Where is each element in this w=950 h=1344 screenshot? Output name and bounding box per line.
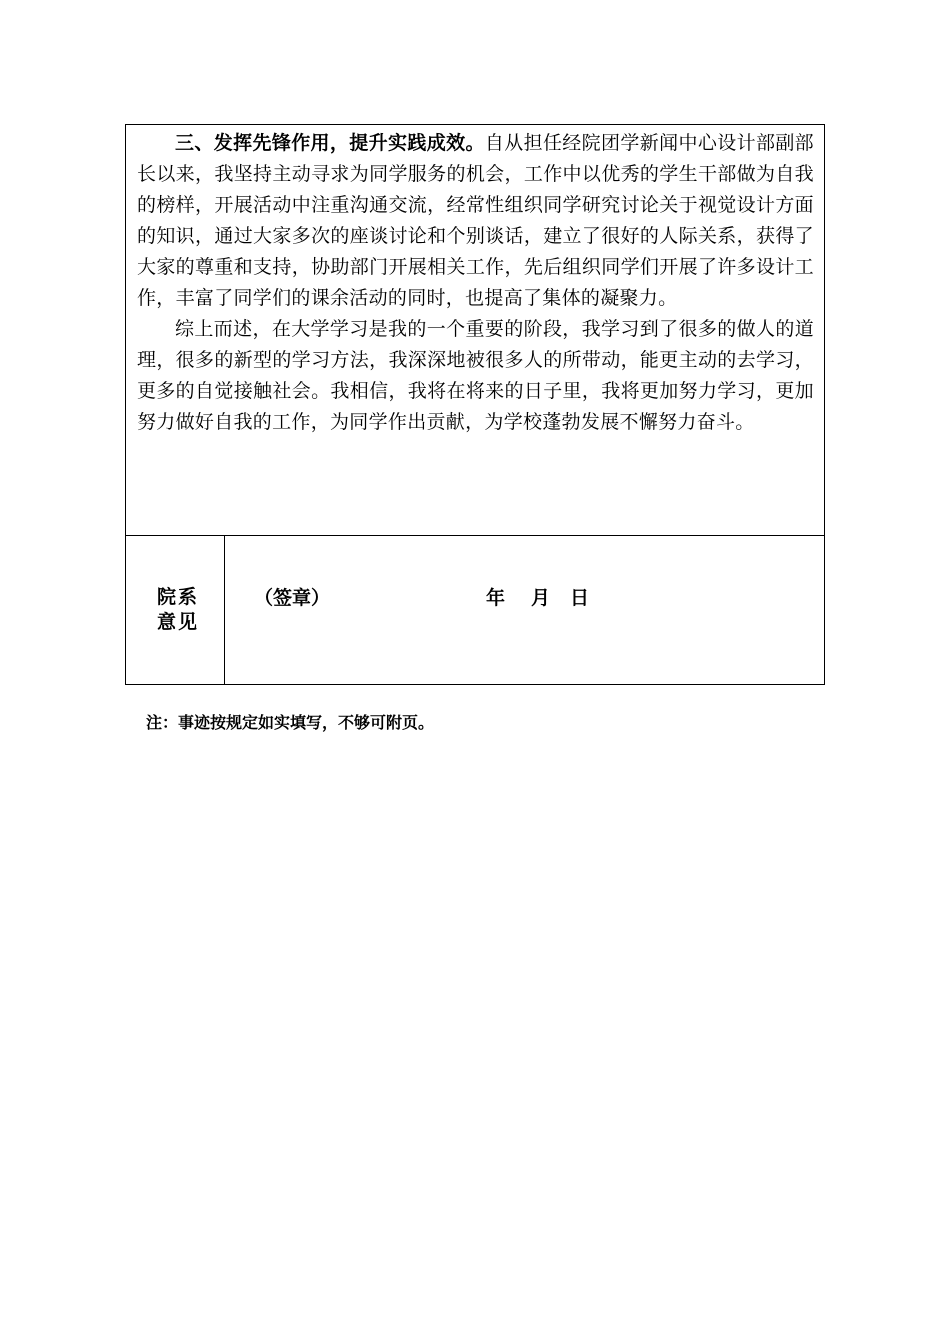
department-opinion-label <box>153 585 203 635</box>
footnote: 注：事迹按规定如实填写，不够可附页。 <box>146 713 435 732</box>
paragraph-summary: 综上而述，在大学学习是我的一个重要的阶段，我学习到了很多的做人的道理，很多的新型的学习方法，我深深地被很多人的所带动，能更主动的去学习，更多的自觉接触社会。我相信，我将在将来的日子里，我将更加努力学习，更加努力做好自我的工作，为同学作出贡献，为学校蓬勃发展不懈努力奋斗。 <box>137 318 814 433</box>
date-month-label: 月 <box>531 587 551 609</box>
label-line-1: 院系 <box>156 586 199 608</box>
content-cell <box>126 125 824 536</box>
form-table <box>125 124 825 685</box>
paragraph-heading: 三、发挥先锋作用，提升实践成效。 <box>175 132 485 154</box>
signature-stamp-label: （签章） <box>254 587 331 609</box>
label-line-2: 意见 <box>156 611 199 633</box>
date-day-label: 日 <box>570 587 590 609</box>
paragraph-body: 自从担任经院团学新闻中心设计部副部长以来，我坚持主动寻求为同学服务的机会，工作中以优秀的学生干部做为自我的榜样，开展活动中注重沟通交流，经常性组织同学研究讨论关于视觉设计方面的知识，通过大家多次的座谈讨论和个别谈话，建立了很好的人际关系，获得了大家的尊重和支持，协助部门开展相关工作，先后组织同学们开展了许多设计工作，丰富了同学们的课余活动的同时，也提高了集体的凝聚力。 <box>137 132 814 309</box>
date-year-label: 年 <box>486 587 506 609</box>
opinion-label-cell <box>126 536 225 684</box>
paragraph-practice <box>137 128 814 314</box>
